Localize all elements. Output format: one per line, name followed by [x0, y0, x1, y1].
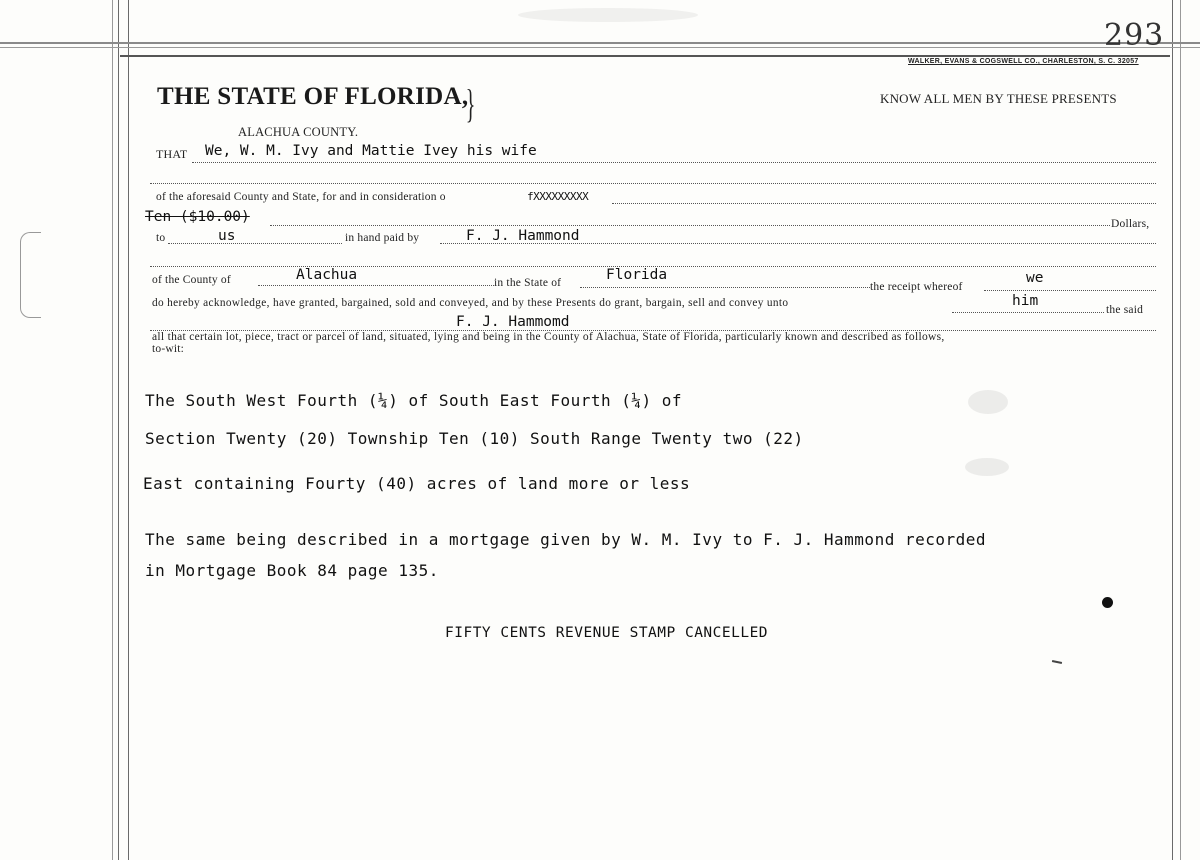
land-text-line-1: all that certain lot, piece, tract or parcel of land, situated, lying and being in the County of Alachua, State of Florida, particularly known and described as follows, — [152, 331, 945, 343]
description-line-1: The South West Fourth (¼) of South East Fourth (¼) of — [145, 391, 683, 410]
receipt-label: the receipt whereof — [870, 281, 963, 293]
brace-symbol: } — [465, 81, 476, 126]
blank-line-1 — [150, 183, 1156, 184]
smudge-mark — [968, 390, 1008, 414]
stray-mark — [1052, 660, 1062, 664]
form-title: THE STATE OF FLORIDA, — [157, 83, 469, 110]
right-margin-line-outer — [1180, 0, 1181, 860]
right-margin-line — [1172, 0, 1173, 860]
description-line-5: in Mortgage Book 84 page 135. — [145, 561, 439, 580]
left-margin-line-inner-2 — [128, 0, 129, 860]
consideration-struck: fXXXXXXXXX — [527, 190, 589, 203]
amount-value: Ten ($10.00) — [145, 209, 250, 225]
know-all-heading: KNOW ALL MEN BY THESE PRESENTS — [880, 91, 1117, 106]
state-label: in the State of — [494, 277, 562, 289]
county-heading: ALACHUA COUNTY. — [238, 125, 359, 139]
county-of-label: of the County of — [152, 274, 231, 286]
to-value: us — [218, 228, 236, 244]
printer-line: WALKER, EVANS & COGSWELL CO., CHARLESTON, S. C. 32057 — [908, 58, 1139, 65]
that-label: THAT — [156, 147, 188, 161]
left-margin-line-inner — [118, 0, 119, 860]
county-dots — [258, 285, 494, 286]
paid-by-value: F. J. Hammond — [466, 228, 580, 244]
consideration-dots — [612, 203, 1156, 204]
left-margin-line — [112, 0, 113, 860]
state-dots — [580, 287, 870, 288]
grantors-dots — [192, 162, 1156, 163]
grantors-value: We, W. M. Ivy and Mattie Ivey his wife — [205, 143, 537, 159]
description-line-2: Section Twenty (20) Township Ten (10) South Range Twenty two (22) — [145, 429, 804, 448]
ink-dot — [1102, 597, 1113, 608]
top-rule-2 — [0, 47, 1200, 48]
stamp-note: FIFTY CENTS REVENUE STAMP CANCELLED — [445, 625, 769, 641]
to-dots — [168, 243, 342, 244]
grantee-value: F. J. Hammomd — [456, 314, 570, 330]
land-text-line-2: to-wit: — [152, 343, 185, 355]
receipt-dots — [984, 290, 1156, 291]
convey-value: him — [1012, 293, 1039, 309]
dollars-label: Dollars, — [1111, 218, 1150, 230]
the-said-label: the said — [1106, 304, 1144, 316]
paid-by-label: in hand paid by — [345, 232, 420, 244]
to-label: to — [156, 232, 166, 244]
amount-dots — [270, 225, 1110, 226]
receipt-value: we — [1026, 270, 1044, 286]
description-line-3: East containing Fourty (40) acres of land more or less — [143, 474, 691, 493]
state-value: Florida — [606, 267, 668, 283]
page-number: 293 — [1104, 18, 1165, 53]
county-value: Alachua — [296, 267, 358, 283]
top-rule — [0, 42, 1200, 44]
consideration-label: of the aforesaid County and State, for and in consideration o — [156, 191, 446, 203]
binder-mark — [20, 232, 41, 318]
header-rule — [120, 55, 1170, 57]
smudge-mark — [518, 8, 698, 22]
description-line-4: The same being described in a mortgage given by W. M. Ivy to F. J. Hammond recorded — [145, 530, 987, 549]
smudge-mark — [965, 458, 1009, 476]
acknowledge-text: do hereby acknowledge, have granted, bargained, sold and conveyed, and by these Presents do grant, bargain, sell and convey unto — [152, 297, 789, 309]
convey-dots — [952, 312, 1104, 313]
